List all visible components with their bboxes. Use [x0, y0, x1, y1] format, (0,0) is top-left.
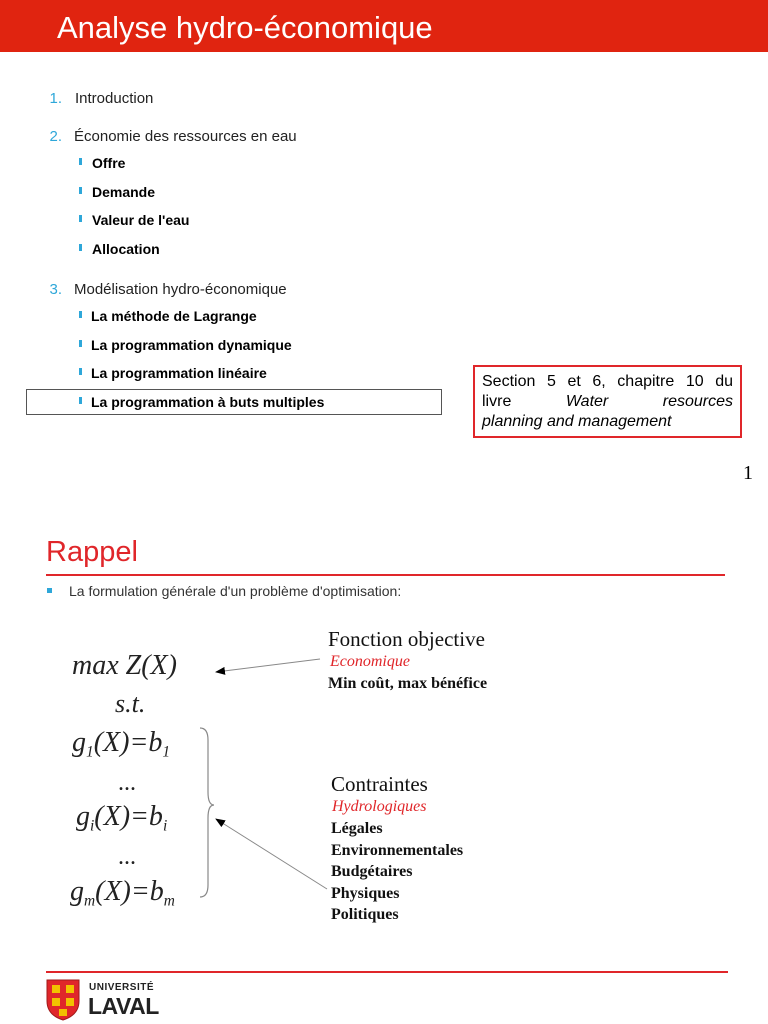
title-underline [46, 574, 725, 576]
constraint-type: Physiques [331, 885, 400, 902]
bullet-marker [47, 588, 52, 593]
item-number: 1. [49, 90, 62, 107]
subitem-dynamique: La programmation dynamique [91, 337, 292, 353]
subitem-buts-multiples: La programmation à buts multiples [91, 394, 325, 410]
reference-line-2 [482, 392, 733, 412]
subitem-allocation: Allocation [92, 241, 160, 257]
reference-box [473, 365, 742, 438]
reference-line-1: Section 5 et 6, chapitre 10 du [482, 373, 733, 390]
section-title: Rappel [46, 536, 138, 568]
intro-text: La formulation générale d'un problème d'optimisation: [69, 583, 402, 599]
constraints-italic: Hydrologiques [332, 798, 427, 815]
university-shield-icon [46, 979, 80, 1021]
reference-line-3 [482, 412, 733, 432]
book-title-part-2: planning and management [482, 413, 672, 430]
bullet-marker [79, 187, 82, 194]
bullet-marker [79, 397, 82, 404]
objective-expression: Z(X) [125, 650, 177, 681]
bullet-marker [79, 340, 82, 347]
constraints-heading: Contraintes [331, 772, 428, 796]
constraint-i: $g_i(X)=b_i$ [76, 801, 168, 835]
constraint-type: Environnementales [331, 842, 464, 859]
right-brace [200, 728, 214, 897]
reference-word: livre [482, 393, 512, 410]
objective-arrow [216, 659, 320, 672]
toc-item-modelisation: Modélisation hydro-économique [74, 281, 287, 298]
footer-rule [46, 971, 728, 973]
constraint-m: $g_m(X)=b_m$ [70, 876, 175, 910]
bullet-marker [79, 215, 82, 222]
subitem-offre: Offre [92, 155, 126, 171]
objective-detail: Min coût, max bénéfice [328, 675, 488, 692]
ellipsis: ... [118, 844, 136, 870]
constraint-type: Budgétaires [331, 863, 413, 880]
subitem-lagrange: La méthode de Lagrange [91, 308, 257, 324]
subitem-demande: Demande [92, 184, 156, 200]
logo-laval: LAVAL [88, 993, 159, 1019]
constraints-arrow [216, 819, 327, 889]
slide-title: Analyse hydro-économique [57, 10, 433, 45]
bullet-marker [79, 244, 82, 251]
logo-university: UNIVERSITÉ [89, 982, 155, 993]
page-number: 1 [743, 462, 753, 484]
toc-item-economie: Économie des ressources en eau [74, 128, 297, 145]
objective-heading: Fonction objective [328, 627, 485, 651]
ellipsis: ... [118, 770, 136, 796]
bullet-marker [79, 311, 82, 318]
subitem-lineaire: La programmation linéaire [91, 365, 267, 381]
constraint-type: Politiques [331, 906, 399, 923]
bullet-marker [79, 368, 82, 375]
toc-item-introduction: Introduction [75, 90, 154, 107]
subject-to: s.t. [115, 689, 146, 718]
constraint-type: Légales [331, 820, 383, 837]
bullet-marker [79, 158, 82, 165]
max-keyword: max [72, 650, 119, 681]
subitem-valeur: Valeur de l'eau [92, 212, 190, 228]
book-title-part-1: Water resources [565, 393, 733, 410]
constraint-1: $g_1(X)=b_1$ [72, 727, 171, 761]
objective-italic: Economique [330, 653, 410, 670]
item-number: 2. [49, 128, 62, 145]
item-number: 3. [49, 281, 62, 298]
